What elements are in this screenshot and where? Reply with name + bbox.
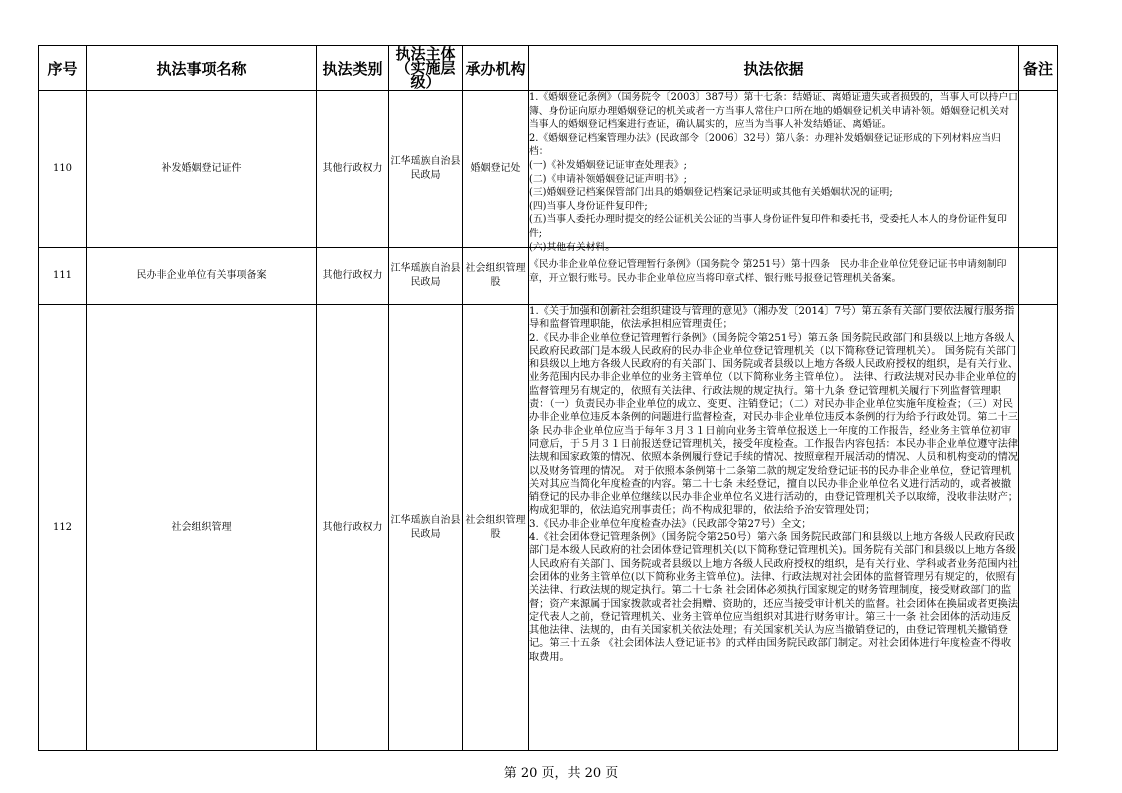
row-index: 110 xyxy=(39,91,87,248)
header-basis: 执法依据 xyxy=(529,46,1019,91)
basis-paragraph: (五)当事人委托办理时提交的经公证机关公证的当事人身份证件复印件和委托书，受委托人本人的身份证件复印件; xyxy=(529,214,1007,239)
basis-paragraph: 2.《民办非企业单位登记管理暂行条例》（国务院令第251号）第五条 国务院民政部门和县级以上地方各级人民政府民政部门是本级人民政府的民办非企业单位登记管理机关（以下简称登记管理机关）。 国务院有关部门和县级以上地方各级人民政府的有关部门、国务院或者县级以上地方各级人民政府授权的组织，是有关行业、业务范围内民办非企业单位的业务主管单位（以下简称业务主管单位）。 法律、行政法规对民办非企业单位的监督管理另有规定的，依照有关法律、行政法规的规定执行。第十九条 登记管理机关履行下列监督管理职责：（一）负责民办非企业单位的成立、变更、注销登记；（二）对民办非企业单位实施年度检查；（三）对民办非企业单位违反本条例的问题进行监督检查，对民办非企业单位违反本条例的行为给予行政处罚。第二十三条 民办非企业单位应当于每年３月３１日前向业务主管单位报送上一年度的工作报告，经业务主管单位初审同意后，于５月３１日前报送登记管理机关，接受年度检查。工作报告内容包括：本民办非企业单位遵守法律法规和国家政策的情况、依照本条例履行登记手续的情况、按照章程开展活动的情况、人员和机构变动的情况以及财务管理的情况。 对于依照本条例第十二条第二款的规定发给登记证书的民办非企业单位，登记管理机关对其应当简化年度检查的内容。第二十七条 未经登记，擅自以民办非企业单位名义进行活动的，或者被撤销登记的民办非企业单位继续以民办非企业单位名义进行活动的，由登记管理机关予以取缔，没收非法财产；构成犯罪的，依法追究刑事责任；尚不构成犯罪的，依法给予治安管理处罚； xyxy=(529,332,1018,517)
row-remark xyxy=(1019,91,1058,248)
basis-paragraph: 2.《婚姻登记档案管理办法》(民政部令〔2006〕32号）第八条：办理补发婚姻登记证形成的下列材料应当归档： xyxy=(529,132,1001,158)
row-name: 社会组织管理 xyxy=(87,305,317,751)
header-index: 序号 xyxy=(39,46,87,91)
row-subject: 江华瑶族自治县民政局 xyxy=(389,248,463,305)
law-enforcement-table xyxy=(38,45,1058,751)
basis-paragraph: 3.《民办非企业单位年度检查办法》（民政部令第27号）全文； xyxy=(529,518,812,530)
row-office: 社会组织管理股 xyxy=(463,248,529,305)
row-name: 补发婚姻登记证件 xyxy=(87,91,317,248)
row-index: 112 xyxy=(39,305,87,751)
header-category: 执法类别 xyxy=(317,46,389,91)
page-number-footer: 第 20 页，共 20 页 xyxy=(503,766,619,781)
row-remark xyxy=(1019,248,1058,305)
header-remark: 备注 xyxy=(1019,46,1058,91)
row-basis xyxy=(529,305,1019,751)
basis-paragraph: 《民办非企业单位登记管理暂行条例》（国务院令 第251号）第十四条 民办非企业单位凭登记证书申请刻制印章，开立银行账号。民办非企业单位应当将印章式样、银行账号报登记管理机关备案。 xyxy=(529,259,1007,284)
header-row xyxy=(39,46,1058,91)
row-subject: 江华瑶族自治县民政局 xyxy=(389,91,463,248)
row-index: 111 xyxy=(39,248,87,305)
basis-paragraph: 1.《婚姻登记条例》（国务院令〔2003〕387号）第十七条：结婚证、离婚证遗失或者损毁的，当事人可以持户口簿、身份证向原办理婚姻登记的机关或者一方当事人常住户口所在地的婚姻登记机关申请补领。婚姻登记机关对当事人的婚姻登记档案进行查证，确认属实的，应当为当事人补发结婚证、离婚证。 xyxy=(529,92,1018,131)
table-row xyxy=(39,91,1058,248)
row-category: 其他行政权力 xyxy=(317,305,389,751)
row-subject: 江华瑶族自治县民政局 xyxy=(389,305,463,751)
row-basis xyxy=(529,91,1019,253)
basis-paragraph: (一)《补发婚姻登记证审查处理表》; xyxy=(529,159,687,171)
row-category: 其他行政权力 xyxy=(317,248,389,305)
basis-paragraph: (六)其他有关材料。 xyxy=(529,241,616,253)
row-name: 民办非企业单位有关事项备案 xyxy=(87,248,317,305)
row-category: 其他行政权力 xyxy=(317,91,389,248)
row-remark xyxy=(1019,305,1058,751)
basis-paragraph: (四)当事人身份证件复印件; xyxy=(529,200,648,212)
row-office: 婚姻登记处 xyxy=(463,91,529,248)
row-office: 社会组织管理股 xyxy=(463,305,529,751)
basis-paragraph: 4.《社会团体登记管理条例》（国务院令第250号）第六条 国务院民政部门和县级以上地方各级人民政府民政部门是本级人民政府的社会团体登记管理机关(以下简称登记管理机关)。国务院有关部门和县级以上地方各级人民政府有关部门、国务院或者县级以上地方各级人民政府授权的组织，是有关行业、学科或者业务范围内社会团体的业务主管单位(以下简称业务主管单位)。法律、行政法规对社会团体的监督管理另有规定的，依照有关法律、行政法规的规定执行。第二十七条 社会团体必须执行国家规定的财务管理制度，接受财政部门的监督；资产来源属于国家拨款或者社会捐赠、资助的，还应当接受审计机关的监督。社会团体在换届或者更换法定代表人之前，登记管理机关、业务主管单位应当组织对其进行财务审计。第三十一条 社会团体的活动违反其他法律、法规的，由有关国家机关依法处理；有关国家机关认为应当撤销登记的，由登记管理机关撤销登记。第三十五条 《社会团体法人登记证书》的式样由国务院民政部门制定。对社会团体进行年度检查不得收取费用。 xyxy=(529,532,1018,663)
header-office: 承办机构 xyxy=(463,46,529,91)
basis-paragraph: (二)《申请补领婚姻登记证声明书》; xyxy=(529,173,687,185)
table-row xyxy=(39,305,1058,751)
basis-paragraph: 1.《关于加强和创新社会组织建设与管理的意见》（湘办发〔2014〕7号）第五条有关部门要依法履行服务指导和监督管理职能，依法承担相应管理责任； xyxy=(529,306,1015,331)
basis-paragraph: (三)婚姻登记档案保管部门出具的婚姻登记档案记录证明或其他有关婚姻状况的证明; xyxy=(529,187,893,199)
table-row xyxy=(39,248,1058,305)
row-basis xyxy=(529,248,1019,305)
header-name: 执法事项名称 xyxy=(87,46,317,91)
header-subject: 执法主体（实施层级） xyxy=(389,46,463,91)
